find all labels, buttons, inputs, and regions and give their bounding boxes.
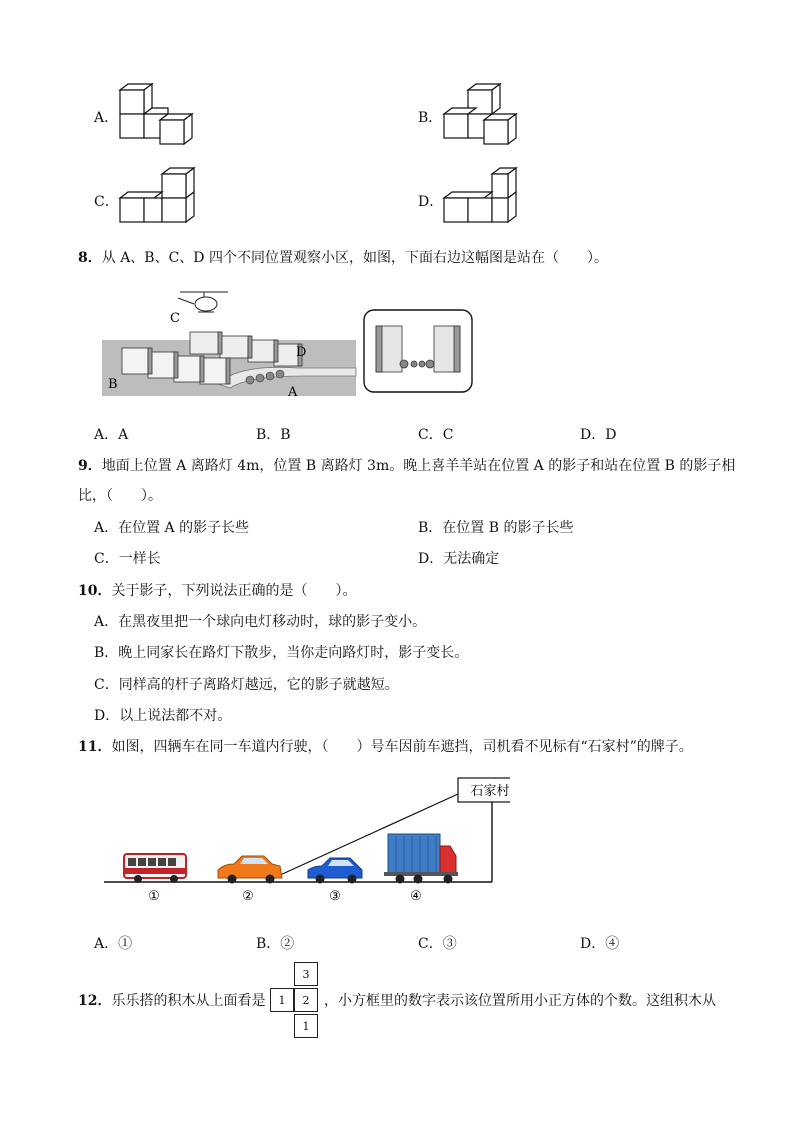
q9-option-c[interactable]: C．一样长 (94, 551, 161, 567)
orange-car-icon (218, 856, 282, 884)
q9-text-line2: 比，（ ）。 (78, 488, 162, 504)
q8-text: 从 A、B、C、D 四个不同位置观察小区，如图，下面右边这幅图是站在（ ）。 (101, 250, 608, 266)
grid-cell-left: 1 (270, 988, 294, 1012)
q12-number: 12． (78, 993, 112, 1009)
q7-option-b-figure[interactable] (436, 82, 531, 148)
q7-option-a-label[interactable]: A． (94, 110, 119, 126)
q8-label-c: C (170, 311, 180, 326)
q8-option-c[interactable]: C．C (418, 427, 454, 443)
q9-text-line1: 地面上位置 A 离路灯 4m，位置 B 离路灯 3m。晚上喜羊羊站在位置 A 的影子和站在位置 B 的影子相 (101, 458, 736, 474)
grid-cell-top: 3 (294, 962, 318, 986)
q9-option-d[interactable]: D．无法确定 (418, 551, 500, 567)
q10-text: 关于影子，下列说法正确的是（ ）。 (111, 583, 357, 599)
bus-icon (124, 854, 186, 883)
q8-label-a: A (288, 385, 298, 400)
q9-option-a[interactable]: A．在位置 A 的影子长些 (94, 520, 250, 536)
grid-cell-center: 2 (294, 988, 318, 1012)
q7-option-d-figure[interactable] (436, 166, 531, 232)
helicopter-icon (178, 292, 228, 312)
grid-cell-bottom: 1 (294, 1014, 318, 1038)
q8-residential-figure (98, 284, 360, 400)
car-label-1: ① (148, 889, 160, 904)
q8-stem (78, 248, 608, 268)
q10-option-a[interactable]: A．在黑夜里把一个球向电灯移动时，球的影子变小。 (94, 614, 427, 630)
blue-car-icon (308, 858, 362, 884)
q9-stem-line1 (78, 456, 735, 476)
q11-option-b[interactable]: B．② (256, 936, 295, 952)
q8-option-b[interactable]: B．B (256, 427, 291, 443)
q7-option-c-figure[interactable] (112, 166, 207, 232)
car-label-2: ② (242, 889, 254, 904)
car-label-4: ④ (410, 889, 422, 904)
q9-option-b[interactable]: B．在位置 B 的影子长些 (418, 520, 574, 536)
q7-option-b-label[interactable]: B． (418, 110, 443, 126)
truck-icon (384, 834, 458, 884)
q11-option-d[interactable]: D．④ (580, 936, 620, 952)
q8-label-d: D (296, 345, 307, 360)
q10-option-c[interactable]: C．同样高的杆子离路灯越远，它的影子就越短。 (94, 677, 399, 693)
q8-number: 8． (78, 250, 102, 266)
q10-option-b[interactable]: B．晚上同家长在路灯下散步，当你走向路灯时，影子变长。 (94, 645, 469, 661)
q11-option-c[interactable]: C．③ (418, 936, 457, 952)
q11-stem (78, 737, 693, 757)
q8-label-b: B (108, 377, 118, 392)
q11-option-a[interactable]: A．① (94, 936, 133, 952)
q7-option-d-label[interactable]: D． (418, 194, 444, 210)
q12-stem-before (78, 991, 265, 1011)
q8-option-d[interactable]: D．D (580, 427, 617, 443)
q7-option-c-label[interactable]: C． (94, 194, 119, 210)
q12-text-after: ，小方框里的数字表示该位置所用小正方体的个数。这组积木从 (324, 993, 716, 1009)
q9-number: 9． (78, 458, 102, 474)
q11-number: 11． (78, 739, 112, 755)
q12-text-before: 乐乐搭的积木从上面看是 (111, 993, 266, 1009)
q11-text: 如图，四辆车在同一车道内行驶，（ ）号车因前车遮挡，司机看不见标有“石家村”的牌子。 (111, 739, 693, 755)
q11-road-figure (100, 772, 510, 912)
sign-text: 石家村 (470, 784, 510, 799)
q12-top-view-grid (268, 962, 322, 1040)
q10-option-d[interactable]: D．以上说法都不对。 (94, 708, 232, 724)
q10-number: 10． (78, 583, 112, 599)
q8-option-a[interactable]: A．A (94, 427, 129, 443)
car-label-3: ③ (329, 889, 341, 904)
q10-stem (78, 581, 356, 601)
q8-view-figure (362, 308, 474, 394)
q7-option-a-figure[interactable] (112, 82, 207, 148)
